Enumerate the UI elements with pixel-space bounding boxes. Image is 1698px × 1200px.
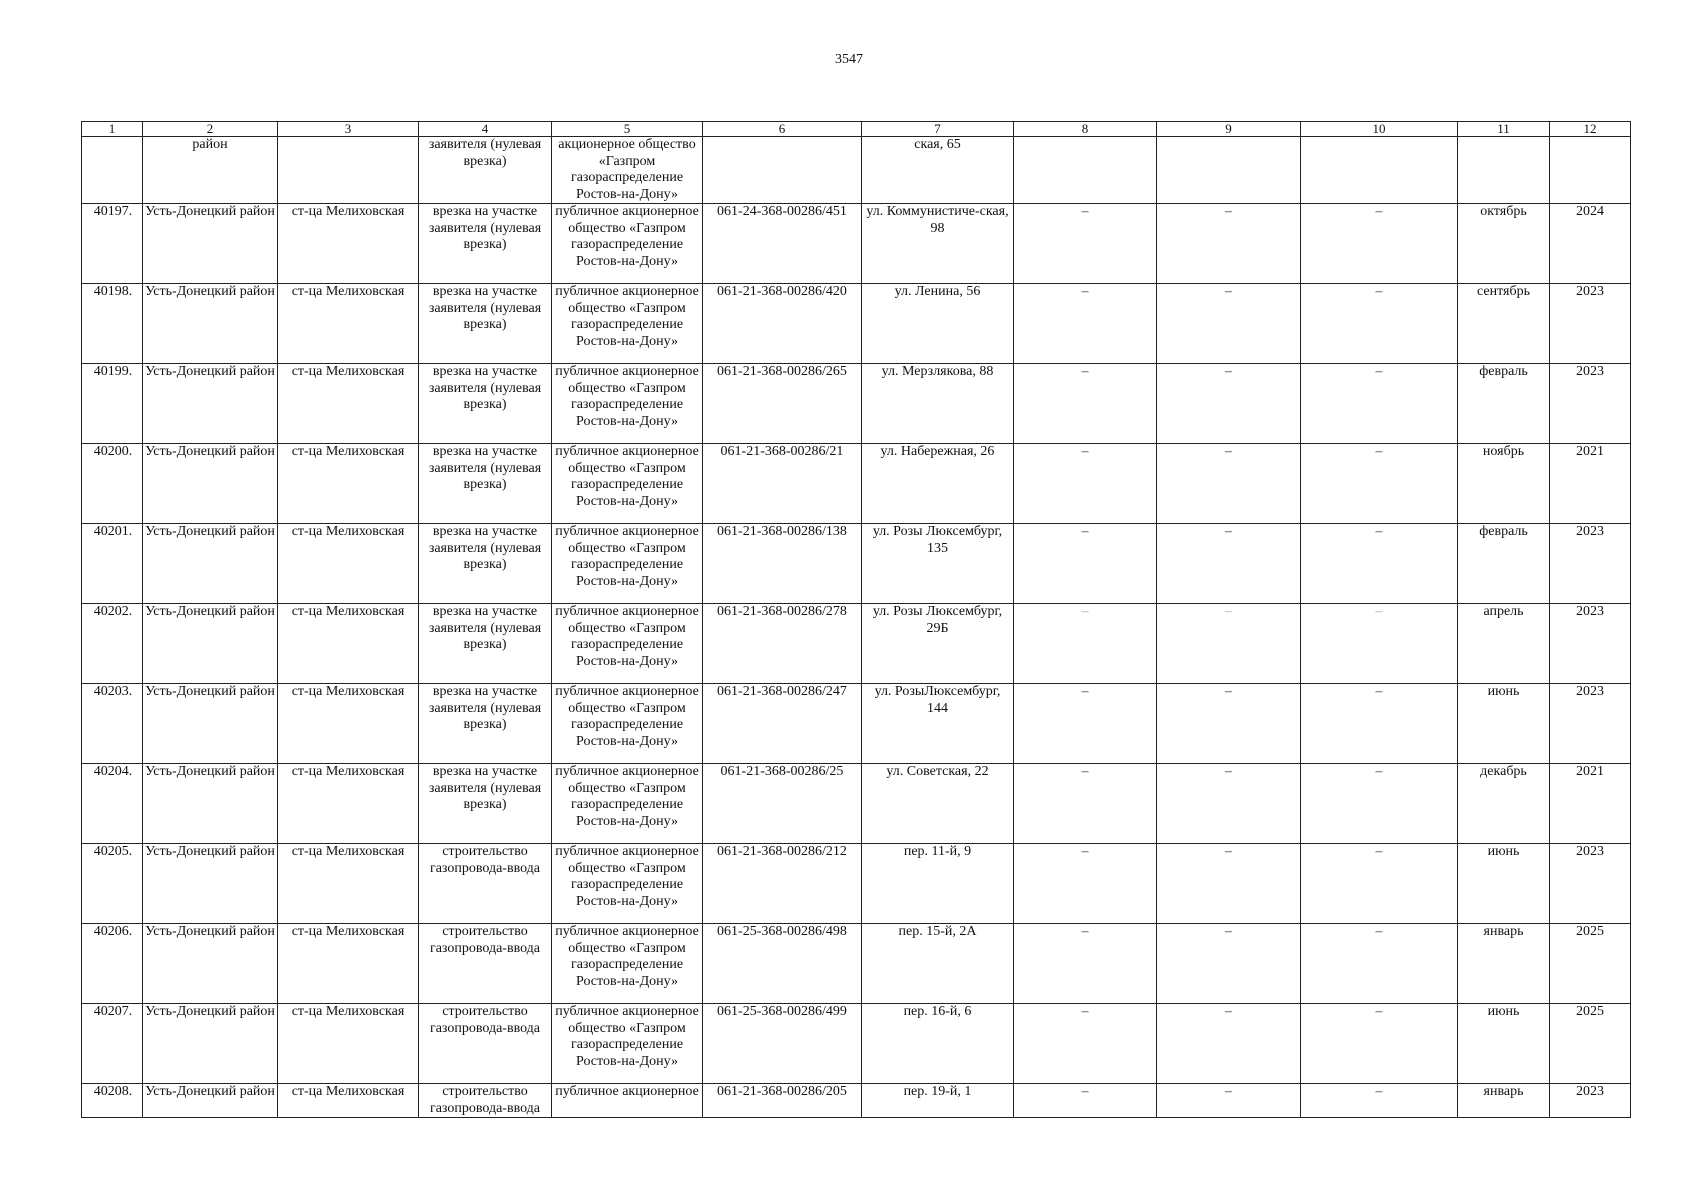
cell-year: 2023	[1550, 524, 1631, 604]
cell-col8: –	[1014, 284, 1157, 364]
cell-locality: ст-ца Мелиховская	[278, 764, 419, 844]
cell-col8: –	[1014, 364, 1157, 444]
column-number-row	[82, 122, 1631, 137]
cell-organization: акционерное общество «Газпром газораспределение Ростов-на-Дону»	[552, 137, 703, 204]
table-row	[82, 444, 1631, 524]
cell-number: 40201.	[82, 524, 143, 604]
cell-code: 061-21-368-00286/420	[703, 284, 862, 364]
cell-district: Усть-Донецкий район	[143, 1004, 278, 1084]
cell-organization: публичное акционерное общество «Газпром газораспределение Ростов-на-Дону»	[552, 844, 703, 924]
table-row	[82, 364, 1631, 444]
cell-year: 2023	[1550, 284, 1631, 364]
cell-locality: ст-ца Мелиховская	[278, 1004, 419, 1084]
table-row	[82, 284, 1631, 364]
cell-district: Усть-Донецкий район	[143, 604, 278, 684]
cell-work: врезка на участке заявителя (нулевая врезка)	[419, 684, 552, 764]
cell-year: 2024	[1550, 204, 1631, 284]
cell-col10: –	[1301, 684, 1458, 764]
cell-district: Усть-Донецкий район	[143, 924, 278, 1004]
cell-col10: –	[1301, 844, 1458, 924]
cell-year: 2025	[1550, 924, 1631, 1004]
cell-number: 40200.	[82, 444, 143, 524]
cell-organization: публичное акционерное общество «Газпром газораспределение Ростов-на-Дону»	[552, 284, 703, 364]
cell-district: район	[143, 137, 278, 204]
cell-organization: публичное акционерное общество «Газпром газораспределение Ростов-на-Дону»	[552, 524, 703, 604]
cell-col8: –	[1014, 684, 1157, 764]
cell-address: ул. Розы Люксембург, 135	[862, 524, 1014, 604]
cell-number: 40197.	[82, 204, 143, 284]
cell-col10: –	[1301, 364, 1458, 444]
table-row	[82, 604, 1631, 684]
cell-district: Усть-Донецкий район	[143, 844, 278, 924]
cell-col10: –	[1301, 1004, 1458, 1084]
cell-number: 40207.	[82, 1004, 143, 1084]
cell-month: июнь	[1458, 844, 1550, 924]
cell-code: 061-21-368-00286/247	[703, 684, 862, 764]
cell-work: врезка на участке заявителя (нулевая врезка)	[419, 524, 552, 604]
cell-address: пер. 16-й, 6	[862, 1004, 1014, 1084]
cell-locality: ст-ца Мелиховская	[278, 844, 419, 924]
cell-organization: публичное акционерное общество «Газпром газораспределение Ростов-на-Дону»	[552, 364, 703, 444]
cell-number: 40206.	[82, 924, 143, 1004]
table-row	[82, 204, 1631, 284]
cell-month: ноябрь	[1458, 444, 1550, 524]
cell-work: врезка на участке заявителя (нулевая врезка)	[419, 364, 552, 444]
cell-code: 061-21-368-00286/265	[703, 364, 862, 444]
cell-district: Усть-Донецкий район	[143, 444, 278, 524]
cell-locality: ст-ца Мелиховская	[278, 524, 419, 604]
cell-number: 40208.	[82, 1084, 143, 1118]
cell-locality: ст-ца Мелиховская	[278, 684, 419, 764]
cell-address: ул. Набережная, 26	[862, 444, 1014, 524]
cell-col9: –	[1157, 844, 1301, 924]
table-row	[82, 1004, 1631, 1084]
registry-table	[81, 121, 1631, 1118]
cell-col8	[1014, 137, 1157, 204]
column-number: 8	[1014, 122, 1157, 137]
cell-month: апрель	[1458, 604, 1550, 684]
cell-work: врезка на участке заявителя (нулевая врезка)	[419, 204, 552, 284]
cell-col8: –	[1014, 204, 1157, 284]
cell-address: ул. Розы Люксембург, 29Б	[862, 604, 1014, 684]
table-row	[82, 924, 1631, 1004]
cell-address: пер. 19-й, 1	[862, 1084, 1014, 1118]
cell-month: октябрь	[1458, 204, 1550, 284]
cell-code: 061-21-368-00286/205	[703, 1084, 862, 1118]
cell-col8: –	[1014, 1004, 1157, 1084]
cell-address: ул. Коммунистиче-ская, 98	[862, 204, 1014, 284]
cell-address: ул. Ленина, 56	[862, 284, 1014, 364]
cell-number: 40199.	[82, 364, 143, 444]
cell-district: Усть-Донецкий район	[143, 284, 278, 364]
cell-work: врезка на участке заявителя (нулевая врезка)	[419, 284, 552, 364]
cell-month: январь	[1458, 924, 1550, 1004]
column-number: 6	[703, 122, 862, 137]
cell-locality: ст-ца Мелиховская	[278, 444, 419, 524]
cell-code: 061-24-368-00286/451	[703, 204, 862, 284]
cell-locality: ст-ца Мелиховская	[278, 924, 419, 1004]
cell-col8: –	[1014, 604, 1157, 684]
cell-district: Усть-Донецкий район	[143, 204, 278, 284]
cell-number: 40205.	[82, 844, 143, 924]
cell-organization: публичное акционерное общество «Газпром газораспределение Ростов-на-Дону»	[552, 684, 703, 764]
cell-organization: публичное акционерное общество «Газпром газораспределение Ростов-на-Дону»	[552, 1004, 703, 1084]
cell-col9: –	[1157, 204, 1301, 284]
cell-locality	[278, 137, 419, 204]
cell-work: строительство газопровода-ввода	[419, 1004, 552, 1084]
cell-year: 2023	[1550, 604, 1631, 684]
cell-col9: –	[1157, 1084, 1301, 1118]
cell-month: декабрь	[1458, 764, 1550, 844]
cell-col8: –	[1014, 444, 1157, 524]
cell-col9: –	[1157, 604, 1301, 684]
column-number: 11	[1458, 122, 1550, 137]
column-number: 7	[862, 122, 1014, 137]
cell-col10: –	[1301, 204, 1458, 284]
cell-organization: публичное акционерное	[552, 1084, 703, 1118]
cell-district: Усть-Донецкий район	[143, 684, 278, 764]
column-number: 5	[552, 122, 703, 137]
cell-col9: –	[1157, 924, 1301, 1004]
cell-col9: –	[1157, 444, 1301, 524]
column-number: 12	[1550, 122, 1631, 137]
cell-col9: –	[1157, 524, 1301, 604]
cell-col8: –	[1014, 524, 1157, 604]
continuation-row	[82, 137, 1631, 204]
cell-col10: –	[1301, 764, 1458, 844]
cell-col8: –	[1014, 1084, 1157, 1118]
cell-work: строительство газопровода-ввода	[419, 924, 552, 1004]
cell-work: врезка на участке заявителя (нулевая врезка)	[419, 604, 552, 684]
cell-work: строительство газопровода-ввода	[419, 844, 552, 924]
cell-col10: –	[1301, 1084, 1458, 1118]
cell-code: 061-21-368-00286/138	[703, 524, 862, 604]
cell-work: врезка на участке заявителя (нулевая врезка)	[419, 444, 552, 524]
cell-district: Усть-Донецкий район	[143, 764, 278, 844]
cell-month: июнь	[1458, 684, 1550, 764]
cell-month: январь	[1458, 1084, 1550, 1118]
cell-col9: –	[1157, 364, 1301, 444]
cell-code: 061-21-368-00286/25	[703, 764, 862, 844]
cell-locality: ст-ца Мелиховская	[278, 1084, 419, 1118]
cell-col8: –	[1014, 844, 1157, 924]
cell-year: 2023	[1550, 844, 1631, 924]
cell-organization: публичное акционерное общество «Газпром газораспределение Ростов-на-Дону»	[552, 444, 703, 524]
cell-address: пер. 15-й, 2А	[862, 924, 1014, 1004]
cell-col8: –	[1014, 924, 1157, 1004]
table-row	[82, 844, 1631, 924]
cell-col9	[1157, 137, 1301, 204]
cell-locality: ст-ца Мелиховская	[278, 604, 419, 684]
cell-district: Усть-Донецкий район	[143, 524, 278, 604]
table-row	[82, 524, 1631, 604]
cell-year: 2025	[1550, 1004, 1631, 1084]
cell-address: ул. Советская, 22	[862, 764, 1014, 844]
cell-address: ская, 65	[862, 137, 1014, 204]
cell-address: ул. Мерзлякова, 88	[862, 364, 1014, 444]
cell-number: 40198.	[82, 284, 143, 364]
cell-code: 061-21-368-00286/212	[703, 844, 862, 924]
column-number: 4	[419, 122, 552, 137]
table-row	[82, 764, 1631, 844]
cell-month: февраль	[1458, 524, 1550, 604]
page-number: 3547	[835, 52, 863, 67]
cell-number: 40203.	[82, 684, 143, 764]
cell-col9: –	[1157, 1004, 1301, 1084]
cell-work: строительство газопровода-ввода	[419, 1084, 552, 1118]
cell-year: 2023	[1550, 364, 1631, 444]
cell-organization: публичное акционерное общество «Газпром газораспределение Ростов-на-Дону»	[552, 604, 703, 684]
cell-organization: публичное акционерное общество «Газпром газораспределение Ростов-на-Дону»	[552, 764, 703, 844]
cell-month: июнь	[1458, 1004, 1550, 1084]
cell-month: сентябрь	[1458, 284, 1550, 364]
cell-number: 40202.	[82, 604, 143, 684]
cell-col10: –	[1301, 604, 1458, 684]
cell-col9: –	[1157, 284, 1301, 364]
cell-year	[1550, 137, 1631, 204]
column-number: 3	[278, 122, 419, 137]
column-number: 1	[82, 122, 143, 137]
table-row	[82, 1084, 1631, 1118]
cell-locality: ст-ца Мелиховская	[278, 204, 419, 284]
cell-month	[1458, 137, 1550, 204]
cell-year: 2023	[1550, 1084, 1631, 1118]
cell-locality: ст-ца Мелиховская	[278, 364, 419, 444]
cell-address: ул. РозыЛюксембург, 144	[862, 684, 1014, 764]
cell-col10: –	[1301, 444, 1458, 524]
cell-code: 061-25-368-00286/499	[703, 1004, 862, 1084]
cell-year: 2023	[1550, 684, 1631, 764]
cell-month: февраль	[1458, 364, 1550, 444]
cell-organization: публичное акционерное общество «Газпром газораспределение Ростов-на-Дону»	[552, 204, 703, 284]
cell-col9: –	[1157, 684, 1301, 764]
cell-code: 061-21-368-00286/278	[703, 604, 862, 684]
cell-col10: –	[1301, 284, 1458, 364]
cell-address: пер. 11-й, 9	[862, 844, 1014, 924]
cell-district: Усть-Донецкий район	[143, 364, 278, 444]
cell-number: 40204.	[82, 764, 143, 844]
cell-work: врезка на участке заявителя (нулевая врезка)	[419, 764, 552, 844]
cell-year: 2021	[1550, 444, 1631, 524]
column-number: 10	[1301, 122, 1458, 137]
column-number: 2	[143, 122, 278, 137]
cell-col10	[1301, 137, 1458, 204]
cell-code	[703, 137, 862, 204]
cell-code: 061-25-368-00286/498	[703, 924, 862, 1004]
cell-col10: –	[1301, 524, 1458, 604]
cell-col8: –	[1014, 764, 1157, 844]
cell-work: заявителя (нулевая врезка)	[419, 137, 552, 204]
cell-district: Усть-Донецкий район	[143, 1084, 278, 1118]
cell-col9: –	[1157, 764, 1301, 844]
cell-locality: ст-ца Мелиховская	[278, 284, 419, 364]
table-row	[82, 684, 1631, 764]
cell-code: 061-21-368-00286/21	[703, 444, 862, 524]
cell-number	[82, 137, 143, 204]
cell-organization: публичное акционерное общество «Газпром газораспределение Ростов-на-Дону»	[552, 924, 703, 1004]
column-number: 9	[1157, 122, 1301, 137]
cell-year: 2021	[1550, 764, 1631, 844]
cell-col10: –	[1301, 924, 1458, 1004]
